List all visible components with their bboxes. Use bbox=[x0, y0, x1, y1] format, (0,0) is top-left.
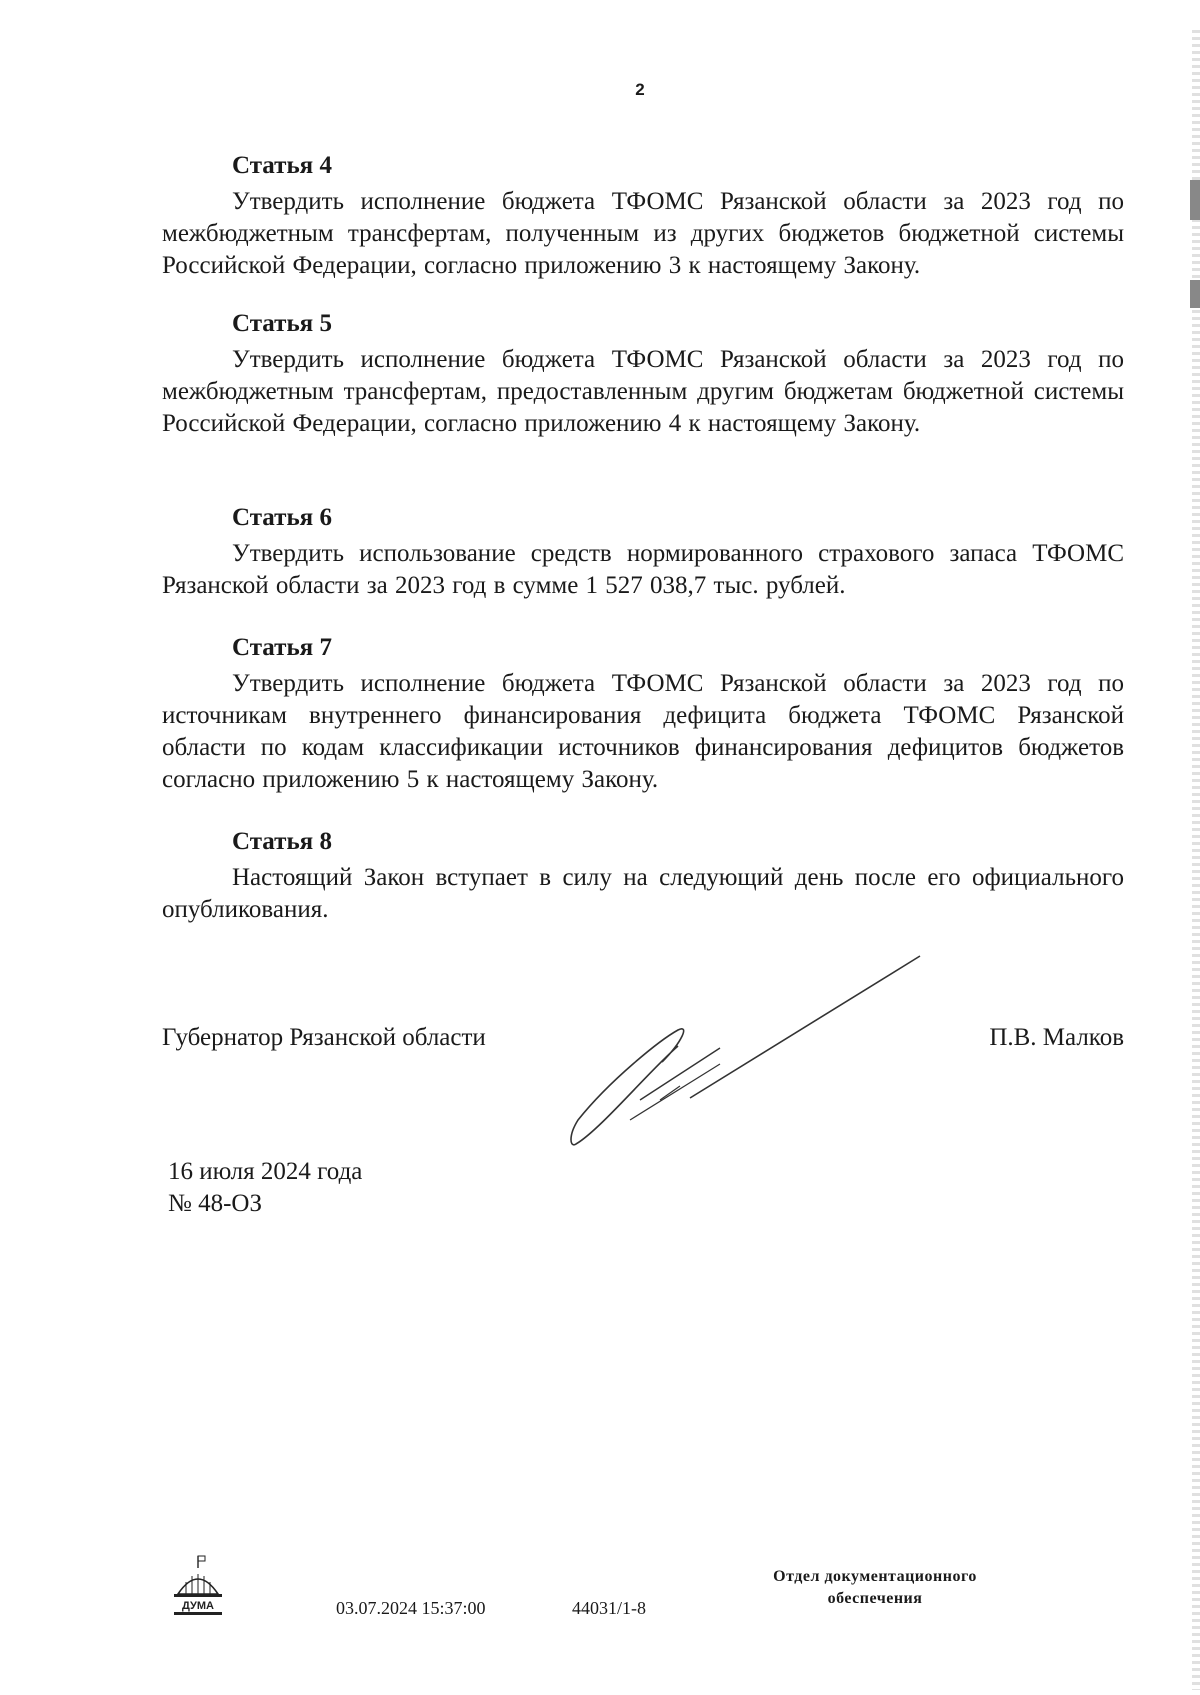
law-date-block bbox=[168, 1156, 362, 1220]
scan-edge-artifact bbox=[1192, 30, 1200, 1690]
article-text: Утвердить исполнение бюджета ТФОМС Рязанской области за 2023 год по межбюджетным трансфертам, полученным из других бюджетов бюджетной системы Российской Федерации, согласно приложению 3 к настоящему Закону. bbox=[162, 188, 1124, 279]
footer-reg-number: 44031/1-8 bbox=[572, 1598, 646, 1618]
article-7 bbox=[162, 634, 1124, 796]
article-text: Утвердить исполнение бюджета ТФОМС Рязанской области за 2023 год по межбюджетным трансфертам, предоставленным другим бюджетам бюджетной системы Российской Федерации, согласно приложению 4 к настоящему Закону. bbox=[162, 346, 1124, 437]
handwritten-signature bbox=[570, 950, 930, 1150]
signatory-position: Губернатор Рязанской области bbox=[162, 1024, 486, 1051]
scan-mark bbox=[1190, 180, 1200, 220]
scan-mark bbox=[1190, 280, 1200, 308]
article-4 bbox=[162, 152, 1124, 282]
article-title: Статья 5 bbox=[232, 310, 332, 337]
law-date: 16 июля 2024 года bbox=[168, 1158, 363, 1185]
article-title: Статья 6 bbox=[232, 504, 332, 531]
article-text: Утвердить исполнение бюджета ТФОМС Рязанской области за 2023 год по источникам внутреннего финансирования дефицита бюджета ТФОМС Рязанской области по кодам классификации источников финансирования дефицитов бюджетов согласно приложению 5 к настоящему Закону. bbox=[162, 670, 1124, 793]
department-line: обеспечения bbox=[827, 1590, 923, 1607]
article-6 bbox=[162, 504, 1124, 602]
footer-department bbox=[730, 1566, 1020, 1610]
article-title: Статья 4 bbox=[232, 152, 332, 179]
article-5 bbox=[162, 310, 1124, 440]
article-8 bbox=[162, 828, 1124, 926]
article-text: Утвердить использование средств нормированного страхового запаса ТФОМС Рязанской области за 2023 год в сумме 1 527 038,7 тыс. рублей. bbox=[162, 540, 1124, 599]
footer-timestamp: 03.07.2024 15:37:00 bbox=[336, 1598, 486, 1618]
signatory-name: П.В. Малков bbox=[989, 1024, 1124, 1051]
article-title: Статья 7 bbox=[232, 634, 332, 661]
article-title: Статья 8 bbox=[232, 828, 332, 855]
law-number: № 48-ОЗ bbox=[168, 1190, 263, 1217]
department-line: Отдел документационного bbox=[773, 1568, 977, 1585]
article-text: Настоящий Закон вступает в силу на следующий день после его официального опубликования. bbox=[162, 864, 1124, 923]
logo-text: ДУМА bbox=[182, 1600, 214, 1612]
duma-logo-icon bbox=[170, 1554, 226, 1618]
page-number: 2 bbox=[635, 80, 645, 99]
